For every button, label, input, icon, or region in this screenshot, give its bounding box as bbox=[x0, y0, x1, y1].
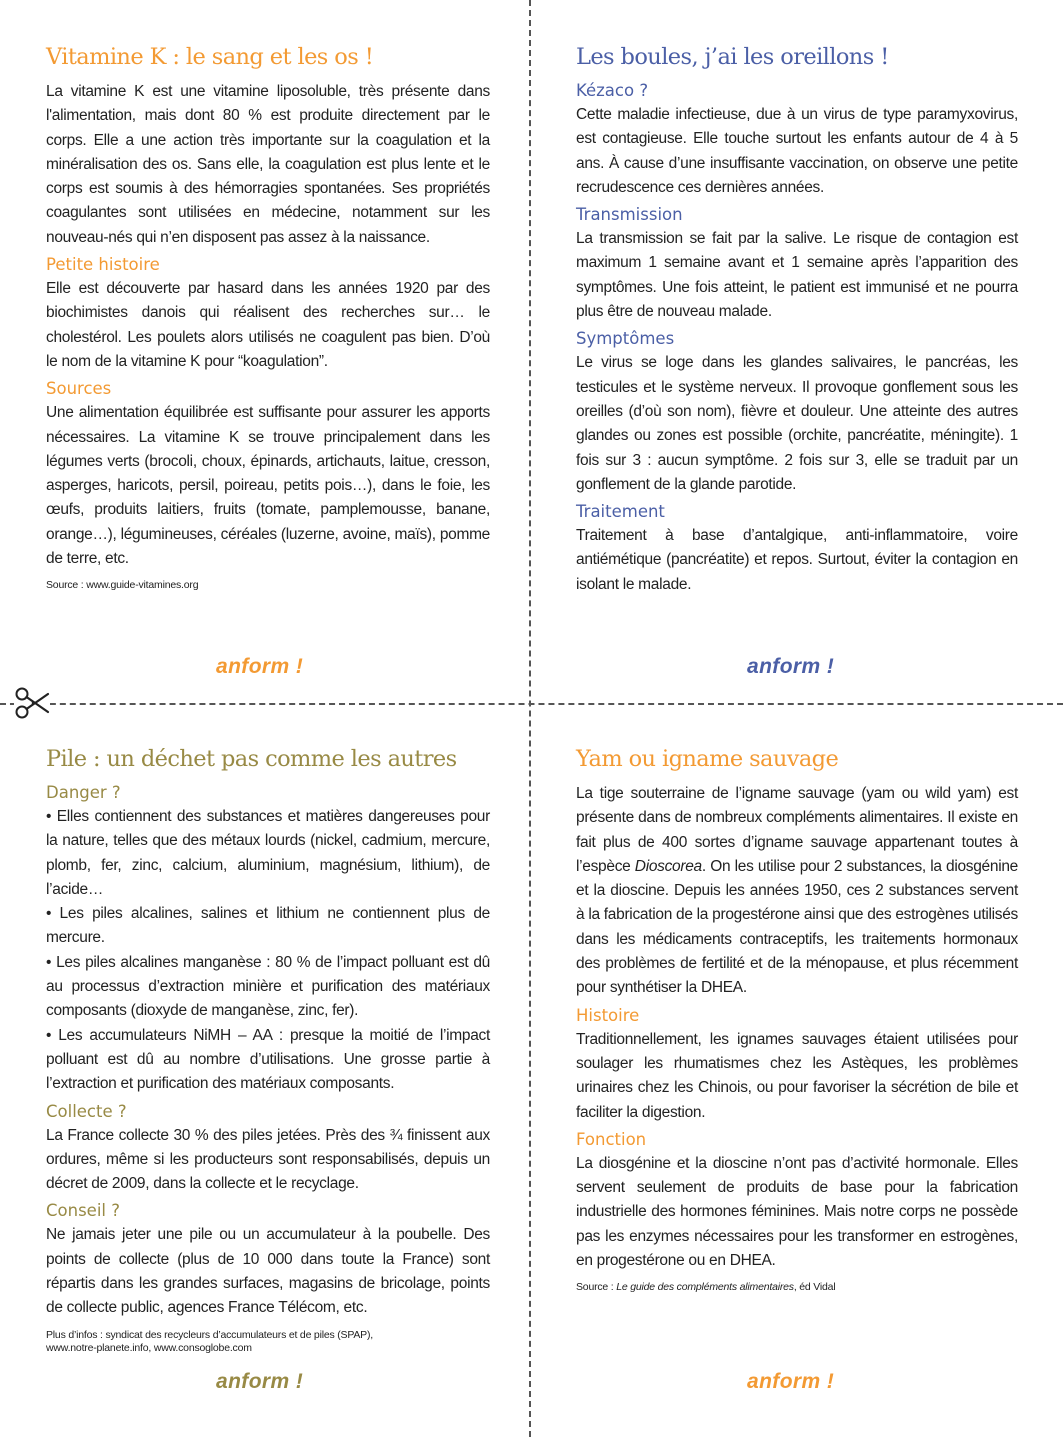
section-title-traitement: Traitement bbox=[576, 502, 665, 522]
source-note: Source : www.guide-vitamines.org bbox=[46, 579, 199, 592]
card-title: Vitamine K : le sang et les os ! bbox=[46, 44, 374, 70]
section-title-histoire: Histoire bbox=[576, 1005, 640, 1025]
anform-logo: anform ! bbox=[747, 655, 835, 678]
section-title-collecte: Collecte ? bbox=[46, 1101, 127, 1121]
section-text-sources: Une alimentation équilibrée est suffisante pour assurer les apports nécessaires. La vitamine K se trouve principalement dans les légumes verts (brocoli, choux, épinards, artichauts, laitue, cresson, asperges, haricots, persil, poireau, petits pois…), dans le foie, les œufs, produits laitiers, fruits (tomate, pamplemousse, banane, orange…), légumineuses, céréales (luzerne, avoine, maïs), pomme de terre, etc. bbox=[46, 404, 490, 568]
scissors-icon bbox=[14, 686, 50, 720]
info-note bbox=[46, 1329, 490, 1355]
card-intro: La vitamine K est une vitamine liposoluble, très présente dans l'alimentation, mais dont 80 % est produite directement par le corps. Elle a une action très importante sur la coagulation et la minéralisation des os. Sans elle, la coagulation est plus lente et le corps est soumis à des hémorragies spontanées. Ses propriétés coagulantes sont utilisées en médecine, notamment sur les nouveau-nés qui n’en disposent pas assez à la naissance. bbox=[46, 83, 490, 246]
card-yam bbox=[576, 742, 1018, 1294]
card-vitamine-k bbox=[46, 40, 490, 592]
section-title-fonction: Fonction bbox=[576, 1129, 647, 1149]
section-title-danger: Danger ? bbox=[46, 783, 121, 802]
intro-text: La tige souterraine de l’igname sauvage (yam ou wild yam) est présente dans de nombreux compléments alimentaires. Il existe en fait plus de 400 sortes d’igname sauvage appartenant toutes à l’espèce bbox=[576, 785, 1018, 875]
section-text-symptomes: Le virus se loge dans les glandes salivaires, le pancréas, les testicules et le système nerveux. Il provoque gonflement sous les oreilles (d’où son nom), fièvre et douleur. Une atteinte des autres glandes ou zones est possible (orchite, pancréatite, méningite). 1 fois sur 3 : aucun symptôme. 2 fois sur 3, elle se traduit par un gonflement de la glande parotide. bbox=[576, 354, 1018, 493]
section-text-histoire: Elle est découverte par hasard dans les années 1920 par des biochimistes danois qui réalisent des recherches sur… le cholestérol. Les poulets alors utilisés ne coagulent pas bien. D’où le nom de la vitamine K pour “koagulation”. bbox=[46, 280, 490, 370]
list-item: • Elles contiennent des substances et matières dangereuses pour la nature, telles que des métaux lourds (nickel, cadmium, mercure, plomb, fer, zinc, calcium, aluminium, magnésium, lithium), de l’acide… bbox=[46, 808, 490, 898]
source-book: Le guide des compléments alimentaires bbox=[616, 1281, 794, 1294]
list-item: • Les piles alcalines, salines et lithium ne contiennent plus de mercure. bbox=[46, 905, 490, 947]
info-note-line1: Plus d’infos : syndicat des recycleurs d’accumulateurs et de piles (SPAP), bbox=[46, 1328, 373, 1341]
anform-logo: anform ! bbox=[747, 1370, 835, 1393]
section-text-traitement: Traitement à base d’antalgique, anti-inflammatoire, voire antiémétique (pancréatite) et repos. Surtout, éviter la contagion en isolant le malade. bbox=[576, 527, 1018, 593]
section-text-transmission: La transmission se fait par la salive. Le risque de contagion est maximum 1 semaine avant et 1 semaine après l’apparition des symptômes. Une fois atteint, le patient est immunisé et ne pourra plus être de nouveau malade. bbox=[576, 230, 1018, 321]
card-title: Yam ou igname sauvage bbox=[576, 746, 839, 772]
section-title-symptomes: Symptômes bbox=[576, 329, 675, 349]
card-pile bbox=[46, 742, 490, 1355]
list-item: • Les accumulateurs NiMH – AA : presque la moitié de l’impact polluant est dû au nombre d’utilisations. Une grosse partie à l’extraction et purification des matériaux composants. bbox=[46, 1026, 490, 1093]
section-title-kezaco: Kézaco ? bbox=[576, 81, 649, 100]
card-intro bbox=[576, 782, 1018, 1001]
info-note-line2: www.notre-planete.info, www.consoglobe.com bbox=[46, 1341, 252, 1354]
card-oreillons bbox=[576, 40, 1018, 597]
section-text-fonction: La diosgénine et la dioscine n’ont pas d’activité hormonale. Elles servent seulement de produits de base pour la fabrication industrielle des hormones féminines. Mais notre corps ne possède pas les enzymes nécessaires pour les transformer en estrogènes, en progestérone ou en DHEA. bbox=[576, 1154, 1018, 1270]
card-title: Les boules, j’ai les oreillons ! bbox=[576, 44, 889, 70]
section-title-sources: Sources bbox=[46, 379, 112, 399]
source-note bbox=[576, 1281, 1018, 1294]
anform-logo: anform ! bbox=[216, 1370, 304, 1393]
source-suffix: , éd Vidal bbox=[793, 1281, 836, 1294]
section-text-kezaco: Cette maladie infectieuse, due à un virus de type paramyxovirus, est contagieuse. Elle touche surtout les enfants autour de 4 à 5 ans. À cause d’une insuffisante vaccination, on observe une petite recrudescence ces dernières années. bbox=[576, 106, 1018, 196]
section-title-transmission: Transmission bbox=[576, 205, 683, 225]
card-title: Pile : un déchet pas comme les autres bbox=[46, 746, 457, 772]
section-title-conseil: Conseil ? bbox=[46, 1201, 120, 1221]
section-text-conseil: Ne jamais jeter une pile ou un accumulateur à la poubelle. Des points de collecte (plus de 10 000 dans toute la France) sont répartis dans les grandes surfaces, magasins de bricolage, points de collecte public, agences France Télécom, etc. bbox=[46, 1226, 490, 1317]
intro-text-cont: . On les utilise pour 2 substances, la diosgénine et la dioscine. Depuis les années 1950, ces 2 substances servent à la fabrication de la progestérone ainsi que des estrogènes utilisés dans les médicaments contraceptifs, les traitements hormonaux des problèmes de fertilité et de la ménopause, et plus récemment pour synthétiser la DHEA. bbox=[576, 857, 1019, 997]
horizontal-cut-line bbox=[0, 703, 1063, 705]
anform-logo: anform ! bbox=[216, 655, 304, 678]
section-text-histoire: Traditionnellement, les ignames sauvages étaient utilisées pour soulager les rhumatismes chez les Astèques, les problèmes urinaires chez les Chinois, ou pour favoriser la sécrétion de bile et faciliter la digestion. bbox=[576, 1030, 1018, 1121]
species-name: Dioscorea bbox=[634, 857, 702, 875]
section-text-collecte: La France collecte 30 % des piles jetées. Près des ¾ finissent aux ordures, même si les producteurs sont responsabilisés, depuis un décret de 2009, dans la collecte et le recyclage. bbox=[46, 1126, 490, 1193]
section-title-histoire: Petite histoire bbox=[46, 255, 160, 275]
source-prefix: Source : bbox=[576, 1281, 617, 1294]
list-item: • Les piles alcalines manganèse : 80 % de l’impact polluant est dû au processus d’extraction minière et purification des matériaux composants (dioxyde de manganèse, zinc, fer). bbox=[46, 953, 490, 1020]
vertical-cut-line bbox=[529, 0, 531, 1437]
